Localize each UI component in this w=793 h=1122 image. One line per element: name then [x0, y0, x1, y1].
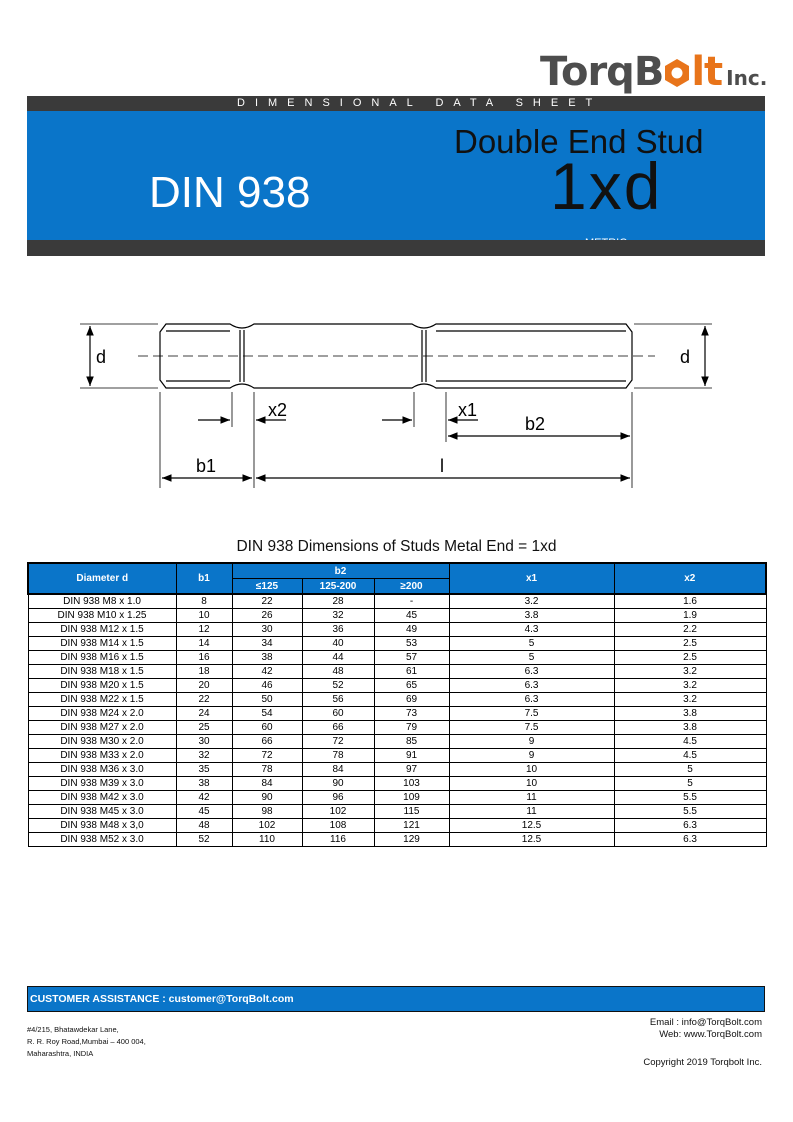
- cell-b2-over-200: 73: [374, 707, 449, 721]
- cell-b2-up-to-125: 34: [232, 637, 302, 651]
- cell-b1: 42: [176, 791, 232, 805]
- cell-b2-125-200: 66: [302, 721, 374, 735]
- cell-b2-up-to-125: 98: [232, 805, 302, 819]
- cell-x1: 7.5: [449, 721, 614, 735]
- address-line: R. R. Roy Road,Mumbai – 400 004,: [27, 1037, 146, 1046]
- address-line: Maharashtra, INDIA: [27, 1049, 94, 1058]
- standard-title: DIN 938: [149, 168, 311, 217]
- cell-b1: 35: [176, 763, 232, 777]
- cell-x1: 6.3: [449, 665, 614, 679]
- cell-x1: 3.8: [449, 609, 614, 623]
- cell-x1: 9: [449, 735, 614, 749]
- sheet-label: DIMENSIONAL DATA SHEET: [237, 97, 603, 109]
- address-block: [27, 1024, 146, 1060]
- cell-x1: 4.3: [449, 623, 614, 637]
- cell-b2-125-200: 60: [302, 707, 374, 721]
- cell-b2-up-to-125: 38: [232, 651, 302, 665]
- logo-suffix: Inc.: [726, 66, 768, 90]
- table-row: [28, 707, 766, 721]
- cell-b1: 25: [176, 721, 232, 735]
- cell-b2-over-200: 49: [374, 623, 449, 637]
- cell-b2-up-to-125: 46: [232, 679, 302, 693]
- drawing-label-b2: b2: [525, 414, 546, 434]
- cell-x1: 12.5: [449, 819, 614, 833]
- address-line: #4/215, Bhatawdekar Lane,: [27, 1025, 119, 1034]
- cell-x1: 10: [449, 777, 614, 791]
- cell-b2-125-200: 32: [302, 609, 374, 623]
- cell-b2-over-200: 121: [374, 819, 449, 833]
- cell-b1: 38: [176, 777, 232, 791]
- dimensions-table: [27, 562, 767, 847]
- cell-b2-over-200: 45: [374, 609, 449, 623]
- cell-b2-up-to-125: 102: [232, 819, 302, 833]
- logo-text-b: B: [633, 49, 664, 95]
- cell-x1: 5: [449, 637, 614, 651]
- cell-x2: 1.6: [614, 594, 766, 609]
- cell-designation: DIN 938 M22 x 1.5: [28, 693, 176, 707]
- cell-b1: 20: [176, 679, 232, 693]
- cell-b2-125-200: 28: [302, 594, 374, 609]
- cell-b2-up-to-125: 84: [232, 777, 302, 791]
- banner-top-band: [27, 96, 765, 111]
- cell-x2: 6.3: [614, 819, 766, 833]
- cell-designation: DIN 938 M8 x 1.0: [28, 594, 176, 609]
- table-row: [28, 693, 766, 707]
- table-row: [28, 637, 766, 651]
- cell-designation: DIN 938 M36 x 3.0: [28, 763, 176, 777]
- cell-b1: 22: [176, 693, 232, 707]
- cell-b2-over-200: -: [374, 594, 449, 609]
- cell-x2: 5.5: [614, 805, 766, 819]
- table-row: [28, 749, 766, 763]
- table-caption: DIN 938 Dimensions of Studs Metal End = 1xd: [236, 538, 557, 555]
- table-row: [28, 805, 766, 819]
- drawing-label-x2: x2: [268, 400, 288, 420]
- table-row: [28, 679, 766, 693]
- header-diameter: Diameter d: [28, 563, 176, 594]
- drawing-label-d-right: d: [680, 347, 691, 367]
- cell-b2-125-200: 78: [302, 749, 374, 763]
- cell-x1: 5: [449, 651, 614, 665]
- cell-b2-125-200: 84: [302, 763, 374, 777]
- cell-b2-125-200: 116: [302, 833, 374, 847]
- cell-b2-125-200: 40: [302, 637, 374, 651]
- cell-designation: DIN 938 M45 x 3.0: [28, 805, 176, 819]
- cell-b1: 45: [176, 805, 232, 819]
- contact-web: Web: www.TorqBolt.com: [659, 1029, 762, 1040]
- cell-b1: 32: [176, 749, 232, 763]
- cell-b2-up-to-125: 50: [232, 693, 302, 707]
- cell-designation: DIN 938 M10 x 1.25: [28, 609, 176, 623]
- cell-designation: DIN 938 M33 x 2.0: [28, 749, 176, 763]
- cell-x2: 4.5: [614, 749, 766, 763]
- cell-designation: DIN 938 M39 x 3.0: [28, 777, 176, 791]
- drawing-label-x1: x1: [458, 400, 478, 420]
- header-x2: x2: [614, 563, 766, 594]
- table-row: [28, 665, 766, 679]
- cell-b2-over-200: 69: [374, 693, 449, 707]
- cell-b2-125-200: 72: [302, 735, 374, 749]
- copyright: Copyright 2019 Torqbolt Inc.: [643, 1057, 762, 1068]
- cell-b2-over-200: 91: [374, 749, 449, 763]
- cell-b1: 16: [176, 651, 232, 665]
- cell-x2: 5: [614, 777, 766, 791]
- header-b2: b2: [232, 563, 449, 579]
- contact-email: Email : info@TorqBolt.com: [649, 1017, 762, 1028]
- metal-end-ratio: 1xd: [550, 149, 663, 223]
- company-logo: [540, 49, 768, 98]
- cell-designation: DIN 938 M27 x 2.0: [28, 721, 176, 735]
- cell-designation: DIN 938 M20 x 1.5: [28, 679, 176, 693]
- cell-b2-up-to-125: 22: [232, 594, 302, 609]
- cell-b1: 48: [176, 819, 232, 833]
- cell-b2-up-to-125: 90: [232, 791, 302, 805]
- cell-b2-over-200: 109: [374, 791, 449, 805]
- cell-b2-up-to-125: 60: [232, 721, 302, 735]
- cell-b2-over-200: 85: [374, 735, 449, 749]
- cell-designation: DIN 938 M24 x 2.0: [28, 707, 176, 721]
- header-b2-up-to-125: ≤125: [232, 579, 302, 595]
- cell-b2-125-200: 96: [302, 791, 374, 805]
- cell-b1: 30: [176, 735, 232, 749]
- cell-b2-up-to-125: 78: [232, 763, 302, 777]
- cell-b2-up-to-125: 66: [232, 735, 302, 749]
- cell-designation: DIN 938 M48 x 3,0: [28, 819, 176, 833]
- table-row: [28, 623, 766, 637]
- cell-b2-up-to-125: 54: [232, 707, 302, 721]
- table-row: [28, 833, 766, 847]
- cell-x1: 9: [449, 749, 614, 763]
- cell-b1: 12: [176, 623, 232, 637]
- cell-b1: 18: [176, 665, 232, 679]
- cell-x2: 5.5: [614, 791, 766, 805]
- cell-designation: DIN 938 M18 x 1.5: [28, 665, 176, 679]
- table-row: [28, 777, 766, 791]
- cell-b2-over-200: 115: [374, 805, 449, 819]
- header-b2-over-200: ≥200: [374, 579, 449, 595]
- drawing-label-d-left: d: [96, 347, 107, 367]
- cell-x1: 11: [449, 805, 614, 819]
- cell-designation: DIN 938 M14 x 1.5: [28, 637, 176, 651]
- table-row: [28, 651, 766, 665]
- header-x1: x1: [449, 563, 614, 594]
- cell-b2-125-200: 108: [302, 819, 374, 833]
- customer-assistance-text: CUSTOMER ASSISTANCE : customer@TorqBolt.com: [30, 993, 294, 1005]
- cell-b2-125-200: 48: [302, 665, 374, 679]
- cell-x1: 7.5: [449, 707, 614, 721]
- cell-x1: 6.3: [449, 693, 614, 707]
- cell-x2: 4.5: [614, 735, 766, 749]
- cell-x2: 1.9: [614, 609, 766, 623]
- cell-x2: 3.2: [614, 665, 766, 679]
- cell-b2-over-200: 79: [374, 721, 449, 735]
- product-title: Double End Stud: [454, 123, 704, 160]
- cell-x2: 2.5: [614, 651, 766, 665]
- table-row: [28, 594, 766, 609]
- cell-b1: 14: [176, 637, 232, 651]
- cell-x2: 3.2: [614, 693, 766, 707]
- cell-b2-over-200: 57: [374, 651, 449, 665]
- table-row: [28, 791, 766, 805]
- cell-b1: 8: [176, 594, 232, 609]
- logo-text-torq: Torq: [540, 49, 634, 95]
- cell-b2-over-200: 53: [374, 637, 449, 651]
- cell-b2-up-to-125: 26: [232, 609, 302, 623]
- cell-designation: DIN 938 M30 x 2.0: [28, 735, 176, 749]
- cell-x1: 12.5: [449, 833, 614, 847]
- table-row: [28, 721, 766, 735]
- drawing-label-l: l: [440, 456, 444, 476]
- table-row: [28, 819, 766, 833]
- cell-b2-over-200: 61: [374, 665, 449, 679]
- cell-x2: 2.2: [614, 623, 766, 637]
- banner-main: [27, 111, 765, 240]
- cell-b2-125-200: 36: [302, 623, 374, 637]
- hex-nut-icon: [664, 58, 690, 88]
- cell-b2-125-200: 44: [302, 651, 374, 665]
- cell-b2-up-to-125: 72: [232, 749, 302, 763]
- cell-b2-up-to-125: 30: [232, 623, 302, 637]
- header-b2-125-200: 125-200: [302, 579, 374, 595]
- customer-assistance-bar: [27, 986, 765, 1012]
- cell-b2-over-200: 129: [374, 833, 449, 847]
- cell-designation: DIN 938 M12 x 1.5: [28, 623, 176, 637]
- cell-b2-over-200: 103: [374, 777, 449, 791]
- cell-b2-125-200: 56: [302, 693, 374, 707]
- header-b1: b1: [176, 563, 232, 594]
- table-row: [28, 735, 766, 749]
- cell-x2: 3.8: [614, 707, 766, 721]
- cell-b2-over-200: 97: [374, 763, 449, 777]
- cell-x2: 5: [614, 763, 766, 777]
- drawing-label-b1: b1: [196, 456, 217, 476]
- cell-x1: 11: [449, 791, 614, 805]
- cell-x2: 3.8: [614, 721, 766, 735]
- cell-designation: DIN 938 M16 x 1.5: [28, 651, 176, 665]
- cell-b1: 24: [176, 707, 232, 721]
- cell-b2-125-200: 90: [302, 777, 374, 791]
- cell-b1: 52: [176, 833, 232, 847]
- cell-x1: 6.3: [449, 679, 614, 693]
- cell-b1: 10: [176, 609, 232, 623]
- cell-x2: 6.3: [614, 833, 766, 847]
- cell-b2-125-200: 52: [302, 679, 374, 693]
- cell-x1: 3.2: [449, 594, 614, 609]
- table-row: [28, 609, 766, 623]
- cell-b2-up-to-125: 110: [232, 833, 302, 847]
- cell-x2: 3.2: [614, 679, 766, 693]
- cell-b2-over-200: 65: [374, 679, 449, 693]
- cell-b2-125-200: 102: [302, 805, 374, 819]
- table-body: [28, 594, 766, 847]
- stud-technical-drawing: [80, 312, 691, 492]
- cell-x2: 2.5: [614, 637, 766, 651]
- table-header: [28, 563, 766, 594]
- banner-bottom-band: [27, 240, 765, 256]
- logo-text-lt: lt: [691, 49, 723, 95]
- cell-designation: DIN 938 M52 x 3.0: [28, 833, 176, 847]
- cell-b2-up-to-125: 42: [232, 665, 302, 679]
- contact-block: [650, 1017, 762, 1041]
- cell-x1: 10: [449, 763, 614, 777]
- cell-designation: DIN 938 M42 x 3.0: [28, 791, 176, 805]
- table-row: [28, 763, 766, 777]
- title-banner: [27, 96, 765, 256]
